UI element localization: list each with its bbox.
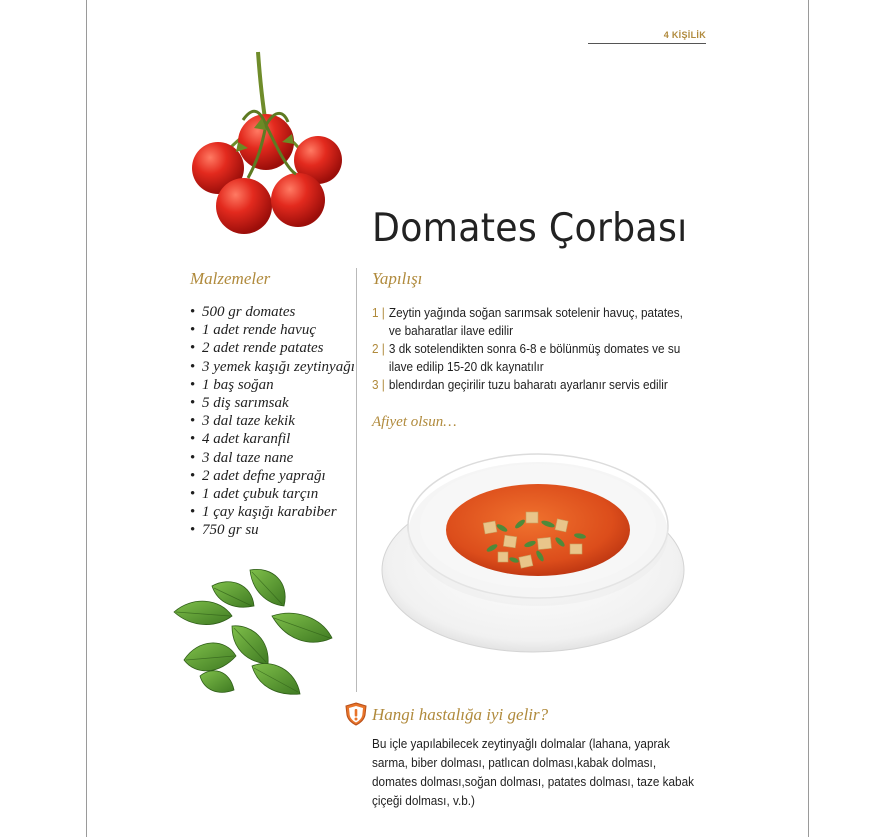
method-step bbox=[372, 304, 696, 340]
ingredient-item: • 1 çay kaşığı karabiber bbox=[190, 503, 360, 521]
servings-underline bbox=[588, 43, 706, 44]
page-border-right bbox=[808, 0, 809, 837]
method-steps bbox=[372, 304, 696, 394]
ingredient-item: • 1 adet çubuk tarçın bbox=[190, 485, 360, 503]
method-step bbox=[372, 340, 696, 376]
page-border-left bbox=[86, 0, 87, 837]
warning-shield-icon bbox=[344, 702, 368, 726]
step-text: blendırdan geçirilir tuzu baharatı ayarlanır servis edilir bbox=[388, 378, 668, 392]
step-number: 3 | bbox=[372, 376, 385, 394]
closing-note: Afiyet olsun… bbox=[372, 414, 457, 430]
ingredient-item: • 2 adet defne yaprağı bbox=[190, 467, 360, 485]
step-text: Zeytin yağında soğan sarımsak sotelenir havuç, patates, ve baharatlar ilave edilir bbox=[388, 306, 683, 338]
mint-photo bbox=[172, 566, 338, 698]
ingredient-item: • 500 gr domates bbox=[190, 303, 360, 321]
ingredient-item: • 4 adet karanfil bbox=[190, 430, 360, 448]
ingredient-item: • 2 adet rende patates bbox=[190, 339, 360, 357]
ingredient-item: • 1 baş soğan bbox=[190, 376, 360, 394]
step-text: 3 dk sotelendikten sonra 6-8 e bölünmüş domates ve su ilave edilip 15-20 dk kaynatılır bbox=[388, 342, 681, 374]
servings-label: 4 KİŞİLİK bbox=[663, 30, 706, 40]
method-step bbox=[372, 376, 696, 394]
ingredient-item: • 3 yemek kaşığı zeytinyağı bbox=[190, 358, 360, 376]
ingredients-heading: Malzemeler bbox=[190, 269, 271, 288]
soup-bowl-photo bbox=[380, 452, 686, 656]
info-heading: Hangi hastalığa iyi gelir? bbox=[372, 705, 549, 724]
ingredient-item: • 1 adet rende havuç bbox=[190, 321, 360, 339]
ingredient-item: • 3 dal taze nane bbox=[190, 449, 360, 467]
ingredients-list bbox=[190, 303, 360, 540]
method-heading: Yapılışı bbox=[372, 269, 423, 288]
info-text: Bu içle yapılabilecek zeytinyağlı dolmalar (lahana, yaprak sarma, biber dolması, patlıcan dolması,kabak dolması, domates dolması,soğan dolması, patates dolması, taze kabak çiçeği dolması, v.b.) bbox=[372, 737, 695, 808]
recipe-title: Domates Çorbası bbox=[372, 206, 688, 251]
ingredient-item: • 5 diş sarımsak bbox=[190, 394, 360, 412]
ingredient-item: • 3 dal taze kekik bbox=[190, 412, 360, 430]
step-number: 2 | bbox=[372, 340, 385, 358]
step-number: 1 | bbox=[372, 304, 385, 322]
tomatoes-photo bbox=[188, 50, 348, 240]
ingredient-item: • 750 gr su bbox=[190, 521, 360, 539]
